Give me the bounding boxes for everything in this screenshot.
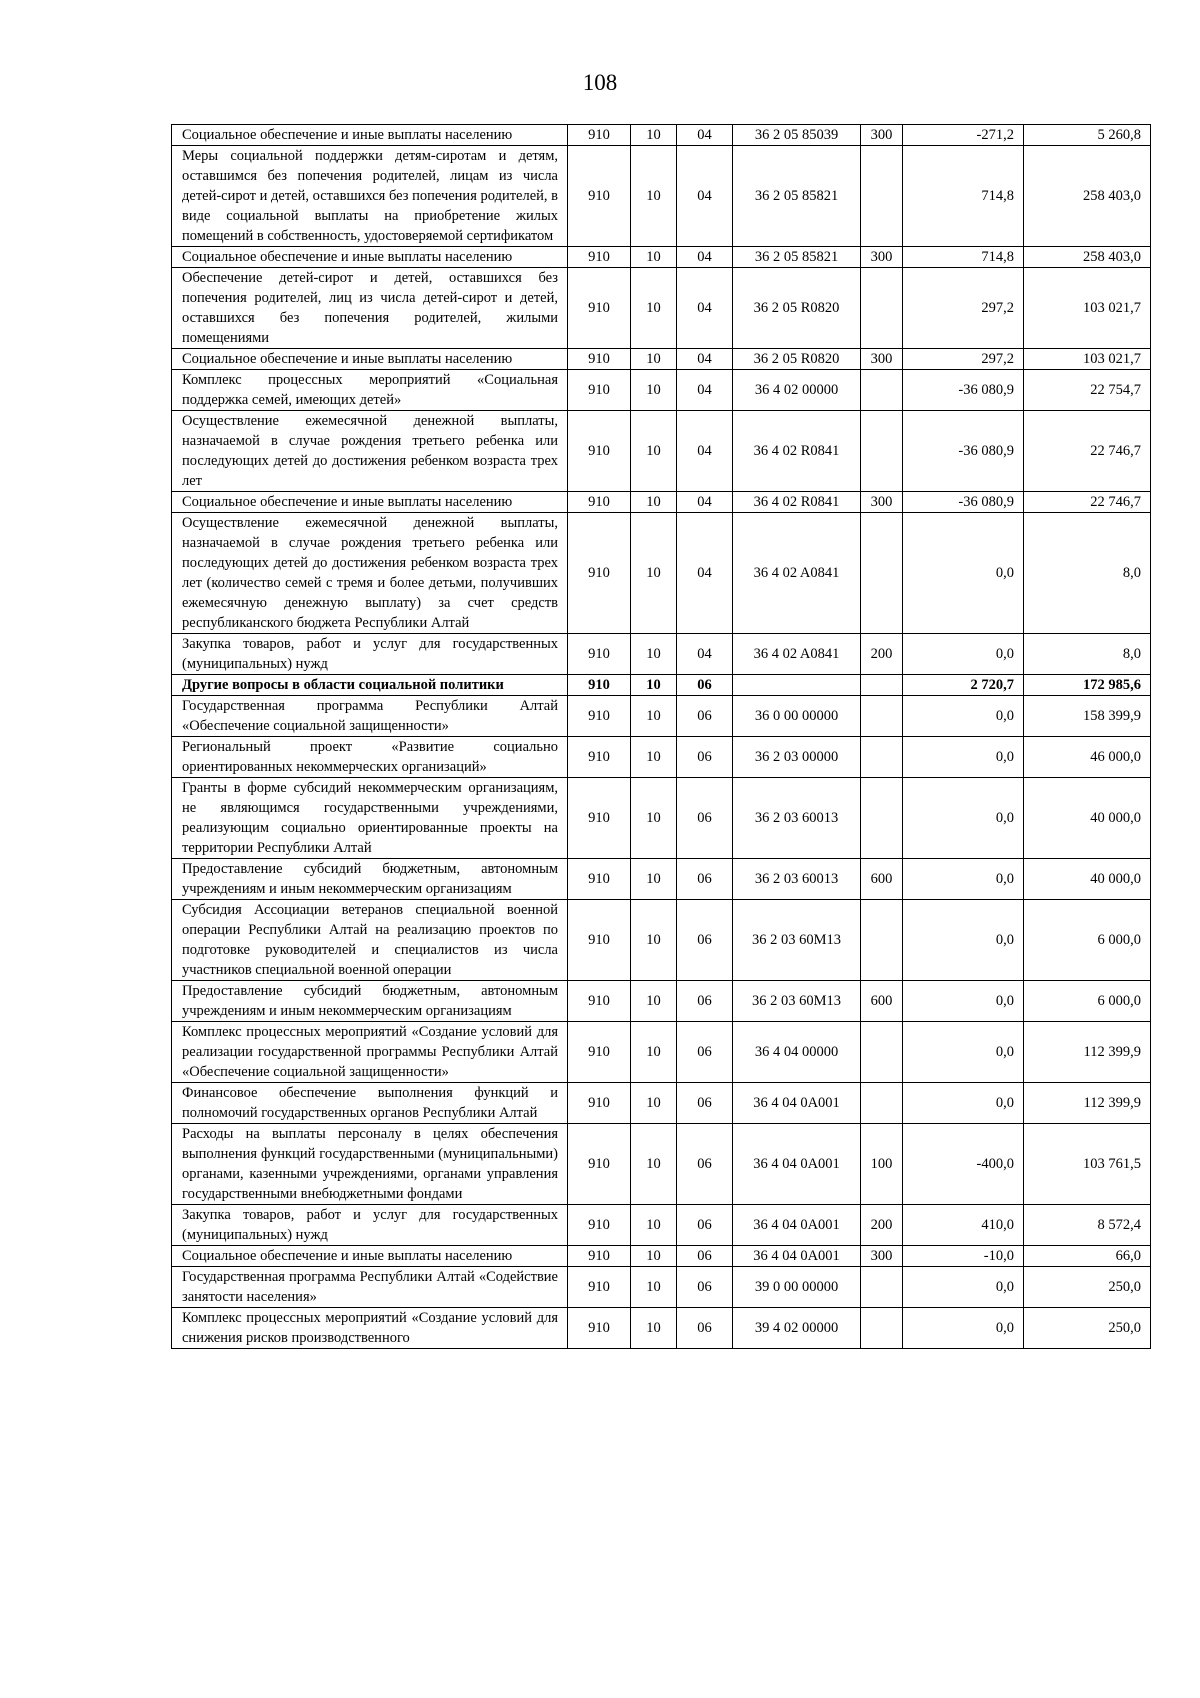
target-article-code-cell: 36 2 03 60013 xyxy=(733,778,861,859)
expense-type-code-cell xyxy=(861,778,903,859)
amount-change-cell: 410,0 xyxy=(903,1205,1024,1246)
subsection-code-cell: 04 xyxy=(677,634,733,675)
section-code-cell: 10 xyxy=(631,513,677,634)
expense-name-cell: Комплекс процессных мероприятий «Социальная поддержка семей, имеющих детей» xyxy=(172,370,568,411)
ministry-code-cell: 910 xyxy=(568,492,631,513)
expense-type-code-cell xyxy=(861,370,903,411)
ministry-code-cell: 910 xyxy=(568,1205,631,1246)
ministry-code-cell: 910 xyxy=(568,513,631,634)
ministry-code-cell: 910 xyxy=(568,634,631,675)
target-article-code-cell: 36 2 03 60M13 xyxy=(733,900,861,981)
expense-type-code-cell xyxy=(861,1083,903,1124)
target-article-code-cell: 36 2 05 R0820 xyxy=(733,349,861,370)
table-row xyxy=(172,247,1151,268)
target-article-code-cell: 36 2 05 85821 xyxy=(733,247,861,268)
subsection-code-cell: 06 xyxy=(677,859,733,900)
table-row xyxy=(172,411,1151,492)
ministry-code-cell: 910 xyxy=(568,349,631,370)
target-article-code-cell xyxy=(733,675,861,696)
subsection-code-cell: 04 xyxy=(677,492,733,513)
subsection-code-cell: 06 xyxy=(677,900,733,981)
subsection-code-cell: 04 xyxy=(677,349,733,370)
subsection-code-cell: 04 xyxy=(677,411,733,492)
ministry-code-cell: 910 xyxy=(568,900,631,981)
expense-type-code-cell: 300 xyxy=(861,1246,903,1267)
section-code-cell: 10 xyxy=(631,1124,677,1205)
amount-total-cell: 22 746,7 xyxy=(1024,492,1151,513)
subsection-code-cell: 04 xyxy=(677,247,733,268)
table-row xyxy=(172,900,1151,981)
table-row xyxy=(172,696,1151,737)
section-code-cell: 10 xyxy=(631,1246,677,1267)
section-code-cell: 10 xyxy=(631,634,677,675)
target-article-code-cell: 36 4 04 0A001 xyxy=(733,1083,861,1124)
amount-total-cell: 6 000,0 xyxy=(1024,900,1151,981)
expense-type-code-cell: 200 xyxy=(861,634,903,675)
ministry-code-cell: 910 xyxy=(568,859,631,900)
expense-name-cell: Обеспечение детей-сирот и детей, оставшихся без попечения родителей, лиц из числа детей-сирот и детей, оставшихся без попечения родителей, жилыми помещениями xyxy=(172,268,568,349)
amount-total-cell: 46 000,0 xyxy=(1024,737,1151,778)
amount-total-cell: 250,0 xyxy=(1024,1308,1151,1349)
ministry-code-cell: 910 xyxy=(568,146,631,247)
section-code-cell: 10 xyxy=(631,370,677,411)
amount-change-cell: 0,0 xyxy=(903,1022,1024,1083)
amount-total-cell: 158 399,9 xyxy=(1024,696,1151,737)
amount-total-cell: 22 754,7 xyxy=(1024,370,1151,411)
amount-total-cell: 40 000,0 xyxy=(1024,859,1151,900)
target-article-code-cell: 36 4 04 0A001 xyxy=(733,1124,861,1205)
expense-name-cell: Социальное обеспечение и иные выплаты населению xyxy=(172,492,568,513)
section-code-cell: 10 xyxy=(631,900,677,981)
amount-change-cell: 0,0 xyxy=(903,513,1024,634)
ministry-code-cell: 910 xyxy=(568,737,631,778)
ministry-code-cell: 910 xyxy=(568,370,631,411)
ministry-code-cell: 910 xyxy=(568,675,631,696)
ministry-code-cell: 910 xyxy=(568,981,631,1022)
section-code-cell: 10 xyxy=(631,247,677,268)
section-code-cell: 10 xyxy=(631,1022,677,1083)
table-row xyxy=(172,778,1151,859)
expense-name-cell: Предоставление субсидий бюджетным, автономным учреждениям и иным некоммерческим организациям xyxy=(172,981,568,1022)
amount-total-cell: 6 000,0 xyxy=(1024,981,1151,1022)
expense-type-code-cell: 100 xyxy=(861,1124,903,1205)
subsection-code-cell: 04 xyxy=(677,146,733,247)
budget-table-body xyxy=(172,125,1151,1349)
table-row xyxy=(172,1083,1151,1124)
section-code-cell: 10 xyxy=(631,411,677,492)
section-code-cell: 10 xyxy=(631,146,677,247)
target-article-code-cell: 36 2 03 60013 xyxy=(733,859,861,900)
expense-name-cell: Государственная программа Республики Алтай «Содействие занятости населения» xyxy=(172,1267,568,1308)
table-row xyxy=(172,1246,1151,1267)
amount-total-cell: 112 399,9 xyxy=(1024,1022,1151,1083)
ministry-code-cell: 910 xyxy=(568,125,631,146)
expense-type-code-cell xyxy=(861,696,903,737)
section-code-cell: 10 xyxy=(631,859,677,900)
ministry-code-cell: 910 xyxy=(568,1267,631,1308)
expense-name-cell: Региональный проект «Развитие социально ориентированных некоммерческих организаций» xyxy=(172,737,568,778)
subsection-code-cell: 06 xyxy=(677,1205,733,1246)
expense-name-cell: Социальное обеспечение и иные выплаты населению xyxy=(172,349,568,370)
expense-type-code-cell: 300 xyxy=(861,349,903,370)
target-article-code-cell: 36 4 02 A0841 xyxy=(733,513,861,634)
amount-change-cell: 0,0 xyxy=(903,859,1024,900)
section-code-cell: 10 xyxy=(631,1083,677,1124)
table-row xyxy=(172,1205,1151,1246)
expense-type-code-cell xyxy=(861,513,903,634)
subsection-code-cell: 06 xyxy=(677,1022,733,1083)
amount-change-cell: 2 720,7 xyxy=(903,675,1024,696)
section-code-cell: 10 xyxy=(631,696,677,737)
expense-type-code-cell: 300 xyxy=(861,492,903,513)
expense-name-cell: Комплекс процессных мероприятий «Создание условий для снижения рисков производственного xyxy=(172,1308,568,1349)
expense-type-code-cell xyxy=(861,146,903,247)
table-row xyxy=(172,268,1151,349)
target-article-code-cell: 36 2 03 60M13 xyxy=(733,981,861,1022)
amount-change-cell: 0,0 xyxy=(903,778,1024,859)
expense-type-code-cell xyxy=(861,268,903,349)
target-article-code-cell: 36 4 04 00000 xyxy=(733,1022,861,1083)
expense-type-code-cell xyxy=(861,411,903,492)
ministry-code-cell: 910 xyxy=(568,1246,631,1267)
target-article-code-cell: 39 4 02 00000 xyxy=(733,1308,861,1349)
expense-name-cell: Предоставление субсидий бюджетным, автономным учреждениям и иным некоммерческим организациям xyxy=(172,859,568,900)
amount-total-cell: 8 572,4 xyxy=(1024,1205,1151,1246)
target-article-code-cell: 36 4 02 A0841 xyxy=(733,634,861,675)
expense-name-cell: Закупка товаров, работ и услуг для государственных (муниципальных) нужд xyxy=(172,634,568,675)
amount-total-cell: 8,0 xyxy=(1024,634,1151,675)
target-article-code-cell: 36 4 04 0A001 xyxy=(733,1246,861,1267)
amount-total-cell: 22 746,7 xyxy=(1024,411,1151,492)
subsection-code-cell: 04 xyxy=(677,513,733,634)
amount-total-cell: 66,0 xyxy=(1024,1246,1151,1267)
section-code-cell: 10 xyxy=(631,675,677,696)
section-code-cell: 10 xyxy=(631,1205,677,1246)
expense-type-code-cell xyxy=(861,1267,903,1308)
table-row xyxy=(172,981,1151,1022)
table-row xyxy=(172,492,1151,513)
expense-type-code-cell: 600 xyxy=(861,981,903,1022)
subsection-code-cell: 06 xyxy=(677,1246,733,1267)
target-article-code-cell: 36 4 04 0A001 xyxy=(733,1205,861,1246)
section-code-cell: 10 xyxy=(631,349,677,370)
subsection-code-cell: 06 xyxy=(677,1124,733,1205)
amount-change-cell: -10,0 xyxy=(903,1246,1024,1267)
expense-type-code-cell xyxy=(861,900,903,981)
ministry-code-cell: 910 xyxy=(568,1124,631,1205)
subsection-code-cell: 06 xyxy=(677,1308,733,1349)
subsection-code-cell: 04 xyxy=(677,370,733,411)
expense-name-cell: Расходы на выплаты персоналу в целях обеспечения выполнения функций государственными (муниципальными) органами, казенными учреждениями, органами управления государственными внебюджетными фондами xyxy=(172,1124,568,1205)
amount-total-cell: 103 021,7 xyxy=(1024,268,1151,349)
amount-total-cell: 8,0 xyxy=(1024,513,1151,634)
expense-name-cell: Финансовое обеспечение выполнения функций и полномочий государственных органов Республики Алтай xyxy=(172,1083,568,1124)
section-code-cell: 10 xyxy=(631,1267,677,1308)
amount-change-cell: 0,0 xyxy=(903,696,1024,737)
amount-change-cell: 0,0 xyxy=(903,1267,1024,1308)
amount-change-cell: 0,0 xyxy=(903,981,1024,1022)
expense-name-cell: Комплекс процессных мероприятий «Создание условий для реализации государственной программы Республики Алтай «Обеспечение социальной защищенности» xyxy=(172,1022,568,1083)
subsection-code-cell: 06 xyxy=(677,981,733,1022)
section-code-cell: 10 xyxy=(631,778,677,859)
page-number: 108 xyxy=(582,70,618,95)
expense-name-cell: Меры социальной поддержки детям-сиротам и детям, оставшимся без попечения родителей, лицам из числа детей-сирот и детей, оставшихся без попечения родителей, в виде социальной выплаты на приобретение жилых помещений в собственность, удостоверяемой сертификатом xyxy=(172,146,568,247)
target-article-code-cell: 36 4 02 R0841 xyxy=(733,492,861,513)
target-article-code-cell: 39 0 00 00000 xyxy=(733,1267,861,1308)
expense-name-cell: Осуществление ежемесячной денежной выплаты, назначаемой в случае рождения третьего ребенка или последующих детей до достижения ребенком возраста трех лет (количество семей с тремя и более детьми, получивших ежемесячную денежную выплату) за счет средств республиканского бюджета Республики Алтай xyxy=(172,513,568,634)
amount-change-cell: 297,2 xyxy=(903,349,1024,370)
table-row xyxy=(172,675,1151,696)
section-code-cell: 10 xyxy=(631,492,677,513)
budget-table xyxy=(171,124,1151,1349)
ministry-code-cell: 910 xyxy=(568,696,631,737)
expense-type-code-cell xyxy=(861,1308,903,1349)
expense-name-cell: Гранты в форме субсидий некоммерческим организациям, не являющимся государственными учреждениями, реализующим социально ориентированные проекты на территории Республики Алтай xyxy=(172,778,568,859)
table-row xyxy=(172,634,1151,675)
amount-change-cell: 0,0 xyxy=(903,1308,1024,1349)
amount-total-cell: 5 260,8 xyxy=(1024,125,1151,146)
target-article-code-cell: 36 2 03 00000 xyxy=(733,737,861,778)
subsection-code-cell: 06 xyxy=(677,737,733,778)
ministry-code-cell: 910 xyxy=(568,411,631,492)
amount-change-cell: 714,8 xyxy=(903,146,1024,247)
amount-total-cell: 112 399,9 xyxy=(1024,1083,1151,1124)
amount-change-cell: -36 080,9 xyxy=(903,492,1024,513)
expense-name-cell: Социальное обеспечение и иные выплаты населению xyxy=(172,1246,568,1267)
expense-name-cell: Субсидия Ассоциации ветеранов специальной военной операции Республики Алтай на реализацию проектов по подготовке руководителей и специалистов из числа участников специальной военной операции xyxy=(172,900,568,981)
amount-change-cell: -36 080,9 xyxy=(903,411,1024,492)
subsection-code-cell: 04 xyxy=(677,268,733,349)
table-row xyxy=(172,513,1151,634)
amount-total-cell: 250,0 xyxy=(1024,1267,1151,1308)
expense-name-cell: Осуществление ежемесячной денежной выплаты, назначаемой в случае рождения третьего ребенка или последующих детей до достижения ребенком возраста трех лет xyxy=(172,411,568,492)
amount-total-cell: 172 985,6 xyxy=(1024,675,1151,696)
subsection-code-cell: 06 xyxy=(677,778,733,859)
expense-type-code-cell: 200 xyxy=(861,1205,903,1246)
expense-name-cell: Другие вопросы в области социальной политики xyxy=(172,675,568,696)
expense-name-cell: Социальное обеспечение и иные выплаты населению xyxy=(172,125,568,146)
subsection-code-cell: 06 xyxy=(677,675,733,696)
expense-type-code-cell xyxy=(861,675,903,696)
amount-change-cell: 0,0 xyxy=(903,1083,1024,1124)
table-row xyxy=(172,1124,1151,1205)
ministry-code-cell: 910 xyxy=(568,1083,631,1124)
table-row xyxy=(172,1308,1151,1349)
expense-type-code-cell xyxy=(861,1022,903,1083)
ministry-code-cell: 910 xyxy=(568,247,631,268)
expense-type-code-cell xyxy=(861,737,903,778)
target-article-code-cell: 36 2 05 85821 xyxy=(733,146,861,247)
amount-change-cell: 714,8 xyxy=(903,247,1024,268)
ministry-code-cell: 910 xyxy=(568,778,631,859)
subsection-code-cell: 06 xyxy=(677,1267,733,1308)
ministry-code-cell: 910 xyxy=(568,1308,631,1349)
amount-total-cell: 103 761,5 xyxy=(1024,1124,1151,1205)
expense-name-cell: Закупка товаров, работ и услуг для государственных (муниципальных) нужд xyxy=(172,1205,568,1246)
section-code-cell: 10 xyxy=(631,268,677,349)
amount-total-cell: 258 403,0 xyxy=(1024,247,1151,268)
expense-type-code-cell: 300 xyxy=(861,247,903,268)
subsection-code-cell: 04 xyxy=(677,125,733,146)
target-article-code-cell: 36 2 05 R0820 xyxy=(733,268,861,349)
section-code-cell: 10 xyxy=(631,981,677,1022)
target-article-code-cell: 36 2 05 85039 xyxy=(733,125,861,146)
target-article-code-cell: 36 0 00 00000 xyxy=(733,696,861,737)
table-row xyxy=(172,737,1151,778)
amount-change-cell: 0,0 xyxy=(903,634,1024,675)
table-row xyxy=(172,370,1151,411)
amount-change-cell: 297,2 xyxy=(903,268,1024,349)
amount-total-cell: 40 000,0 xyxy=(1024,778,1151,859)
amount-change-cell: -36 080,9 xyxy=(903,370,1024,411)
target-article-code-cell: 36 4 02 00000 xyxy=(733,370,861,411)
section-code-cell: 10 xyxy=(631,125,677,146)
table-row xyxy=(172,1022,1151,1083)
ministry-code-cell: 910 xyxy=(568,1022,631,1083)
table-row xyxy=(172,146,1151,247)
amount-total-cell: 103 021,7 xyxy=(1024,349,1151,370)
table-row xyxy=(172,1267,1151,1308)
amount-change-cell: 0,0 xyxy=(903,900,1024,981)
expense-name-cell: Государственная программа Республики Алтай «Обеспечение социальной защищенности» xyxy=(172,696,568,737)
amount-change-cell: -400,0 xyxy=(903,1124,1024,1205)
expense-type-code-cell: 300 xyxy=(861,125,903,146)
ministry-code-cell: 910 xyxy=(568,268,631,349)
target-article-code-cell: 36 4 02 R0841 xyxy=(733,411,861,492)
subsection-code-cell: 06 xyxy=(677,1083,733,1124)
amount-change-cell: -271,2 xyxy=(903,125,1024,146)
table-row xyxy=(172,859,1151,900)
amount-change-cell: 0,0 xyxy=(903,737,1024,778)
amount-total-cell: 258 403,0 xyxy=(1024,146,1151,247)
table-row xyxy=(172,349,1151,370)
table-row xyxy=(172,125,1151,146)
section-code-cell: 10 xyxy=(631,737,677,778)
subsection-code-cell: 06 xyxy=(677,696,733,737)
expense-type-code-cell: 600 xyxy=(861,859,903,900)
expense-name-cell: Социальное обеспечение и иные выплаты населению xyxy=(172,247,568,268)
section-code-cell: 10 xyxy=(631,1308,677,1349)
